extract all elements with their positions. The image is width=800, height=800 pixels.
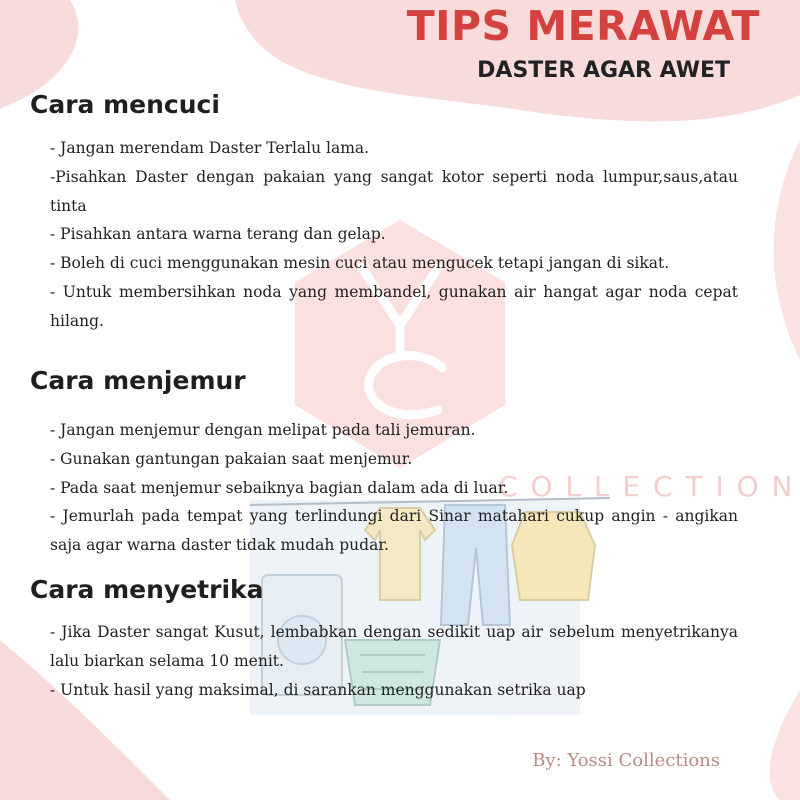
- list-item: - Untuk membersihkan noda yang membandel, gunakan air hangat agar noda cepat hilang.: [50, 282, 738, 330]
- list-item: - Gunakan gantungan pakaian saat menjemur.: [50, 449, 413, 468]
- section-heading-menyetrika: Cara menyetrika: [30, 575, 264, 604]
- list-item: - Pada saat menjemur sebaiknya bagian dalam ada di luar.: [50, 478, 509, 497]
- list-item: - Jemurlah pada tempat yang terlindungi dari Sinar matahari cukup angin - angikan saja agar warna daster tidak mudah pudar.: [50, 507, 738, 555]
- section-list-mencuci: [50, 134, 738, 336]
- section-heading-menjemur: Cara menjemur: [30, 366, 246, 395]
- section-list-menyetrika: [50, 618, 738, 704]
- list-item: - Untuk hasil yang maksimal, di sarankan menggunakan setrika uap: [50, 680, 586, 699]
- watermark-text: C O L L E C T I O N: [498, 470, 795, 503]
- list-item: - Jangan menjemur dengan melipat pada tali jemuran.: [50, 421, 476, 439]
- list-item: -Pisahkan Daster dengan pakaian yang sangat kotor seperti noda lumpur,saus,atau tinta: [50, 167, 738, 215]
- list-item: - Pisahkan antara warna terang dan gelap.: [50, 225, 386, 244]
- list-item: - Boleh di cuci menggunakan mesin cuci atau mengucek tetapi jangan di sikat.: [50, 254, 670, 273]
- author-byline: By: Yossi Collections: [532, 750, 720, 771]
- list-item: - Jika Daster sangat Kusut, lembabkan dengan sedikit uap air sebelum menyetrikanya lalu biarkan selama 10 menit.: [50, 623, 738, 670]
- page-subtitle: DASTER AGAR AWET: [477, 58, 730, 83]
- section-heading-mencuci: Cara mencuci: [30, 90, 220, 119]
- list-item: - Jangan merendam Daster Terlalu lama.: [50, 139, 370, 157]
- section-list-menjemur: [50, 416, 738, 560]
- page-title: TIPS MERAWAT: [406, 2, 760, 50]
